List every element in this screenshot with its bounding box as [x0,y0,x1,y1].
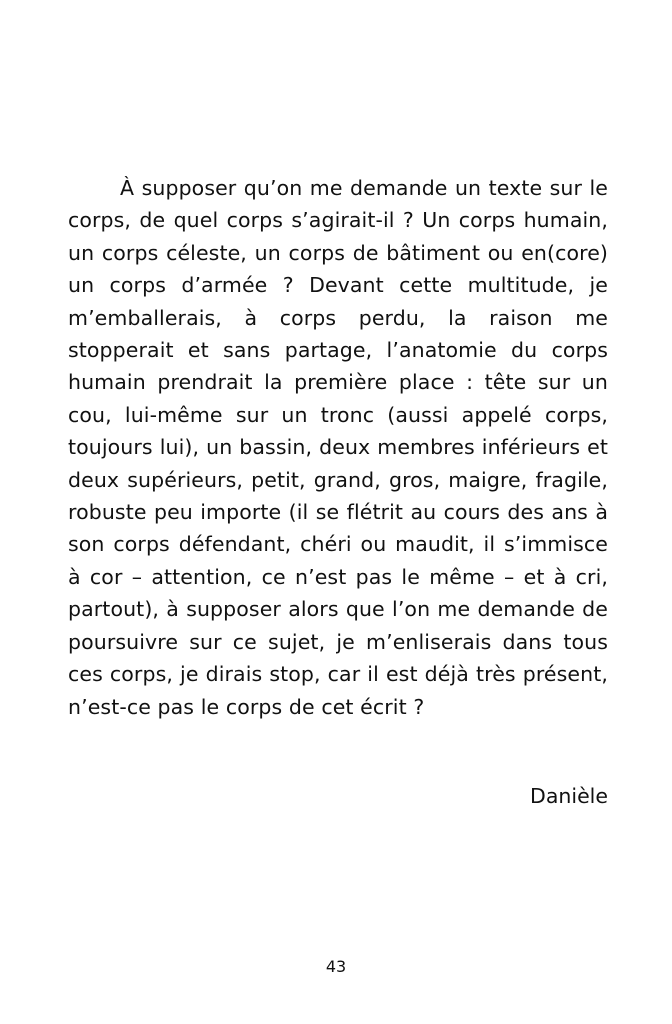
author-signature: Danièle [530,784,608,808]
body-paragraph: À supposer qu’on me demande un texte sur le corps, de quel corps s’agirait-il ? Un corps humain, un corps céleste, un corps de bâtiment ou en(core) un corps d’armée ? Devant cette multitude, je m’emballerais, à corps perdu, la raison me stopperait et sans partage, l’anatomie du corps humain prendrait la première place : tête sur un cou, lui-même sur un tronc (aussi appelé corps, toujours lui), un bassin, deux membres inférieurs et deux supérieurs, petit, grand, gros, maigre, fragile, robuste peu importe (il se flétrit au cours des ans à son corps défendant, chéri ou maudit, il s’immisce à cor – attention, ce n’est pas le même – et à cri, partout), à supposer alors que l’on me demande de poursuivre sur ce sujet, je m’enliserais dans tous ces corps, je dirais stop, car il est déjà très présent, n’est-ce pas le corps de cet écrit ? [68,176,608,719]
page-number: 43 [325,957,347,976]
